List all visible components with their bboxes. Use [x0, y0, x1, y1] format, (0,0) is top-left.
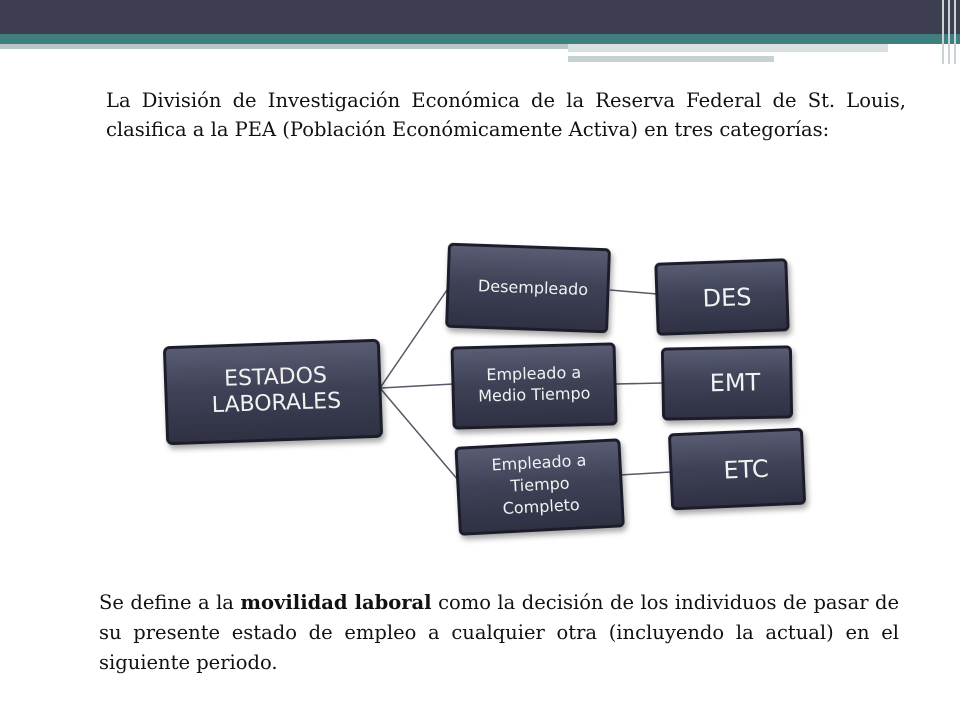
root-box — [164, 340, 381, 443]
category-label: Empleado a — [486, 362, 582, 385]
definition-term: movilidad laboral — [240, 591, 432, 614]
definition-text: como la decisión de los individuos de pasar de su presente estado de empleo a cualquier otra (incluyendo la actual) en el siguiente periodo. — [99, 591, 900, 674]
category-label: Desempleado — [477, 276, 589, 300]
category-label: Medio Tiempo — [477, 383, 591, 406]
category-box-medio-tiempo — [452, 344, 616, 428]
category-box-desempleado — [447, 244, 610, 332]
connector-line — [615, 383, 663, 384]
intro-paragraph: La División de Investigación Económica de la Reserva Federal de St. Louis, clasifica a la PEA (Población Económicamente Activa) en tres categorías: — [106, 89, 906, 141]
code-box-etc — [669, 429, 804, 509]
connector-line — [380, 384, 453, 388]
code-label: EMT — [709, 368, 761, 398]
root-label-line: LABORALES — [211, 388, 342, 419]
category-label: Empleado a — [491, 450, 587, 475]
category-box-tiempo-completo — [456, 440, 623, 534]
code-label: ETC — [722, 454, 770, 485]
code-box-des — [656, 260, 788, 334]
definition-text: Se define a la — [99, 591, 241, 614]
connector-line — [380, 388, 458, 480]
root-label-line: ESTADOS — [223, 363, 328, 392]
category-label: Completo — [502, 494, 581, 518]
definition-paragraph — [99, 588, 899, 678]
connector-line — [380, 290, 447, 388]
connector-line — [620, 472, 671, 475]
code-label: DES — [702, 282, 752, 313]
connector-line — [610, 290, 657, 294]
code-box-emt — [662, 347, 791, 419]
category-label: Tiempo — [510, 473, 571, 496]
